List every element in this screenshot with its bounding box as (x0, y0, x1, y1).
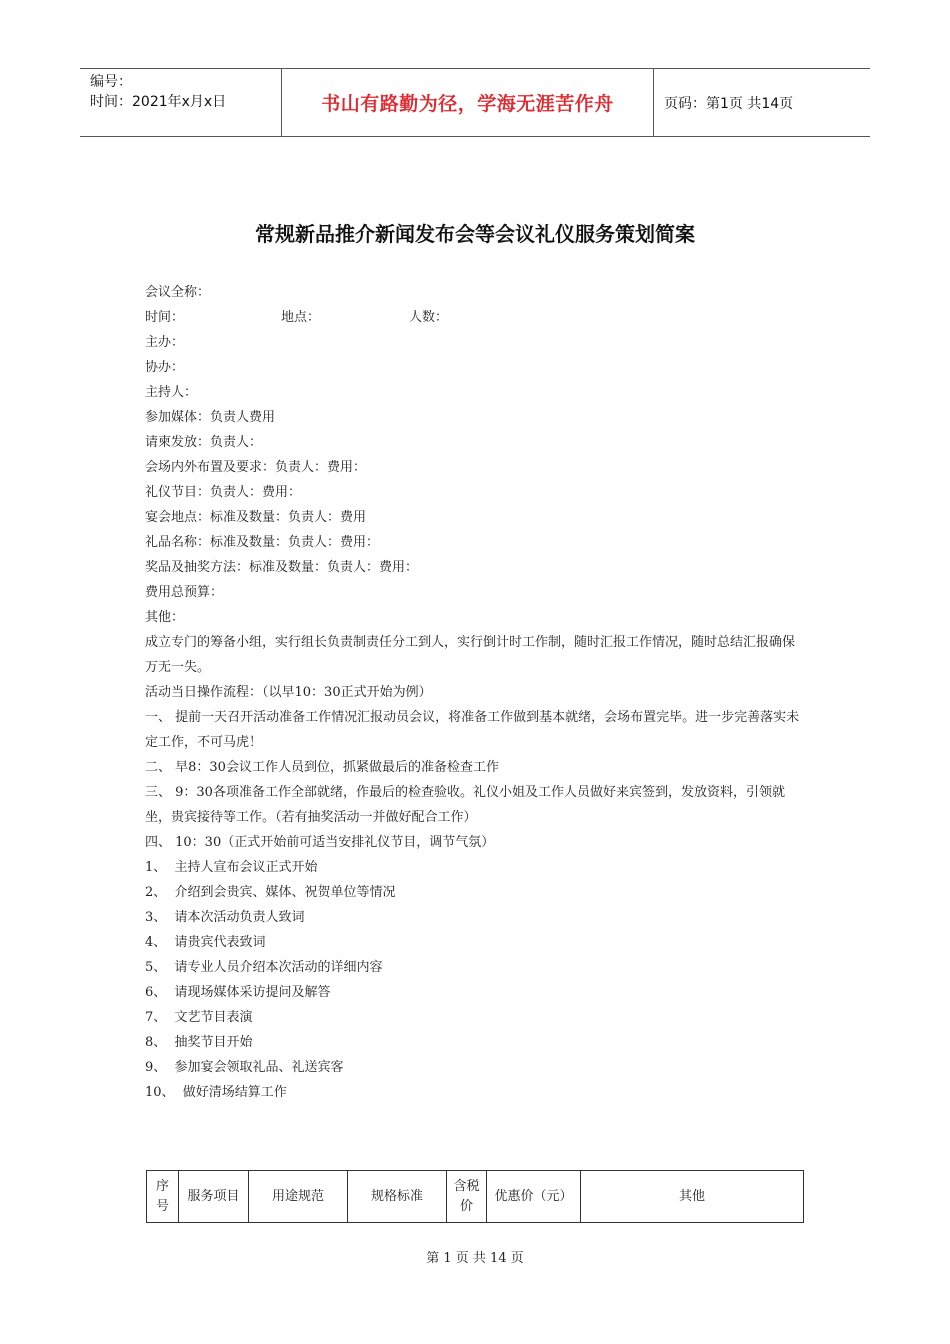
agenda-item: 6、 请现场媒体采访提问及解答 (145, 985, 331, 1000)
field-invitation: 请柬发放：负责人： (145, 435, 263, 450)
process-title: 活动当日操作流程：（以早10：30正式开始为例） (145, 685, 432, 700)
field-other: 其他： (145, 610, 185, 625)
field-program: 礼仪节目：负责人：费用： (145, 485, 302, 500)
field-prize: 奖品及抽奖方法：标准及数量：负责人：费用： (145, 560, 419, 575)
col-seq: 序 号 (147, 1171, 179, 1223)
col-spec: 规格标准 (348, 1171, 447, 1223)
col-discount: 优惠价（元） (487, 1171, 581, 1223)
table-header-row (147, 1171, 804, 1223)
agenda-item: 1、 主持人宣布会议正式开始 (145, 860, 318, 875)
field-venue: 会场内外布置及要求：负责人：费用： (145, 460, 367, 475)
agenda-item: 5、 请专业人员介绍本次活动的详细内容 (145, 960, 383, 975)
field-media: 参加媒体：负责人费用 (145, 410, 276, 425)
field-count: 人数： (409, 310, 449, 325)
step-item: 一、 提前一天召开活动准备工作情况汇报动员会议，将准备工作做到基本就绪，会场布置完毕。进一步完善落实未定工作，不可马虎！ (145, 710, 800, 750)
col-other: 其他 (581, 1171, 804, 1223)
field-moderator: 主持人： (145, 385, 198, 400)
agenda-item: 3、 请本次活动负责人致词 (145, 910, 305, 925)
field-row-time-place-count (145, 305, 807, 330)
document-date: 时间：2021年x月x日 (90, 94, 227, 110)
document-header (80, 68, 870, 137)
field-meeting-name: 会议全称： (145, 285, 211, 300)
col-tax-price: 含税 价 (447, 1171, 487, 1223)
agenda-item: 8、 抽奖节目开始 (145, 1035, 253, 1050)
field-place: 地点： (281, 310, 321, 325)
field-gift: 礼品名称：标准及数量：负责人：费用： (145, 535, 380, 550)
agenda-item: 2、 介绍到会贵宾、媒体、祝贺单位等情况 (145, 885, 396, 900)
header-motto-cell (281, 69, 654, 136)
step-item: 二、 早8：30会议工作人员到位，抓紧做最后的准备检查工作 (145, 760, 499, 775)
price-table (146, 1170, 804, 1223)
agenda-item: 7、 文艺节目表演 (145, 1010, 253, 1025)
header-page-info: 页码：第1页 共14页 (664, 95, 794, 112)
field-budget: 费用总预算： (145, 585, 224, 600)
field-co-org: 协办： (145, 360, 185, 375)
col-service: 服务项目 (179, 1171, 249, 1223)
page-footer: 第 1 页 共 14 页 (426, 1251, 524, 1266)
header-motto: 书山有路勤为径，学海无涯苦作舟 (321, 93, 614, 115)
field-host-org: 主办： (145, 335, 185, 350)
step-item: 三、 9：30各项准备工作全部就绪，作最后的检查验收。礼仪小姐及工作人员做好来宾签到，发放资料，引领就坐，贵宾接待等工作。（若有抽奖活动一并做好配合工作） (145, 785, 785, 825)
field-time: 时间： (145, 310, 185, 325)
document-body (145, 280, 807, 1105)
field-banquet: 宴会地点：标准及数量：负责人：费用 (145, 510, 367, 525)
agenda-item: 9、 参加宴会领取礼品、礼送宾客 (145, 1060, 344, 1075)
document-number-label: 编号： (90, 74, 132, 90)
page-title: 常规新品推介新闻发布会等会议礼仪服务策划简案 (255, 222, 695, 246)
agenda-item: 10、 做好清场结算工作 (145, 1085, 287, 1100)
agenda-item: 4、 请贵宾代表致词 (145, 935, 266, 950)
col-usage: 用途规范 (249, 1171, 348, 1223)
intro-paragraph: 成立专门的筹备小组，实行组长负责制责任分工到人，实行倒计时工作制，随时汇报工作情况，随时总结汇报确保万无一失。 (145, 635, 796, 675)
header-meta (80, 69, 281, 136)
step-item: 四、 10：30（正式开始前可适当安排礼仪节目，调节气氛） (145, 835, 495, 850)
